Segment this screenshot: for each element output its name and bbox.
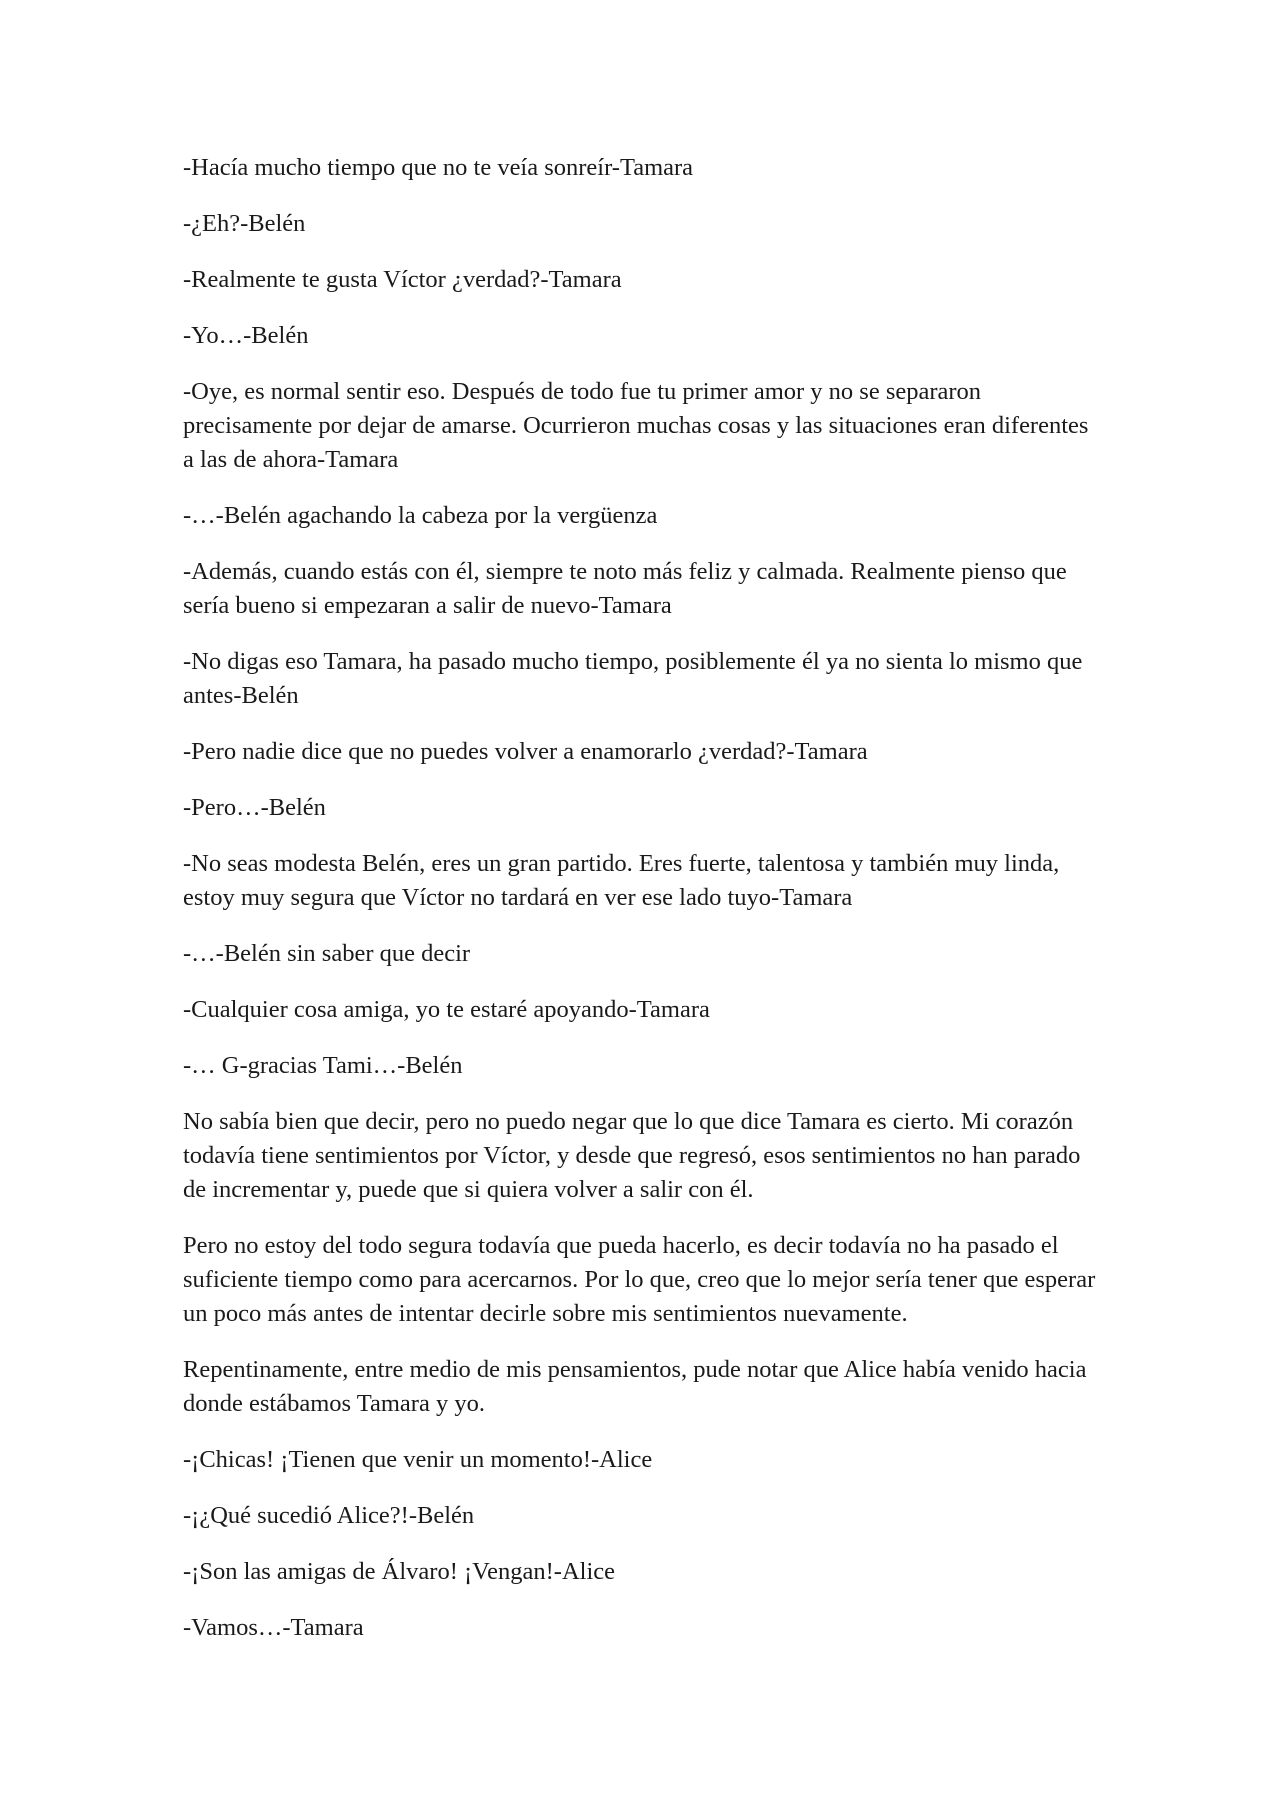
paragraph: Pero no estoy del todo segura todavía que pueda hacerlo, es decir todavía no ha pasado el suficiente tiempo como para acercarnos. Por lo que, creo que lo mejor sería tener que esperar un poco más antes de intentar decirle sobre mis sentimientos nuevamente.: [183, 1232, 1096, 1327]
paragraph: -¡Chicas! ¡Tienen que venir un momento!-Alice: [183, 1446, 653, 1473]
paragraph: -…-Belén agachando la cabeza por la vergüenza: [183, 502, 658, 529]
paragraph: -Cualquier cosa amiga, yo te estaré apoyando-Tamara: [183, 996, 710, 1023]
paragraph: -…-Belén sin saber que decir: [183, 940, 471, 967]
paragraph: -Pero…-Belén: [183, 794, 326, 821]
paragraph: -No digas eso Tamara, ha pasado mucho tiempo, posiblemente él ya no sienta lo mismo que antes-Belén: [183, 648, 1083, 709]
paragraph: -Oye, es normal sentir eso. Después de todo fue tu primer amor y no se separaron precisamente por dejar de amarse. Ocurrieron muchas cosas y las situaciones eran diferentes a las de ahora-Tamara: [183, 378, 1089, 473]
paragraph: -… G-gracias Tami…-Belén: [183, 1052, 463, 1079]
paragraph: -¡¿Qué sucedió Alice?!-Belén: [183, 1502, 475, 1529]
paragraph: No sabía bien que decir, pero no puedo negar que lo que dice Tamara es cierto. Mi corazón todavía tiene sentimientos por Víctor, y desde que regresó, esos sentimientos no han parado de incrementar y, puede que si quiera volver a salir con él.: [183, 1108, 1081, 1203]
paragraph: -Pero nadie dice que no puedes volver a enamorarlo ¿verdad?-Tamara: [183, 738, 868, 765]
paragraph: -Además, cuando estás con él, siempre te noto más feliz y calmada. Realmente pienso que sería bueno si empezaran a salir de nuevo-Tamara: [183, 558, 1067, 619]
paragraph: -¿Eh?-Belén: [183, 210, 306, 237]
paragraph: -Vamos…-Tamara: [183, 1614, 364, 1641]
paragraph: -Realmente te gusta Víctor ¿verdad?-Tamara: [183, 266, 622, 293]
document-body: [183, 151, 1101, 1667]
paragraph: Repentinamente, entre medio de mis pensamientos, pude notar que Alice había venido hacia donde estábamos Tamara y yo.: [183, 1356, 1087, 1417]
paragraph: -¡Son las amigas de Álvaro! ¡Vengan!-Alice: [183, 1558, 616, 1585]
paragraph: -Hacía mucho tiempo que no te veía sonreír-Tamara: [183, 154, 694, 181]
paragraph: -Yo…-Belén: [183, 322, 309, 349]
paragraph: -No seas modesta Belén, eres un gran partido. Eres fuerte, talentosa y también muy linda, estoy muy segura que Víctor no tardará en ver ese lado tuyo-Tamara: [183, 850, 1060, 911]
